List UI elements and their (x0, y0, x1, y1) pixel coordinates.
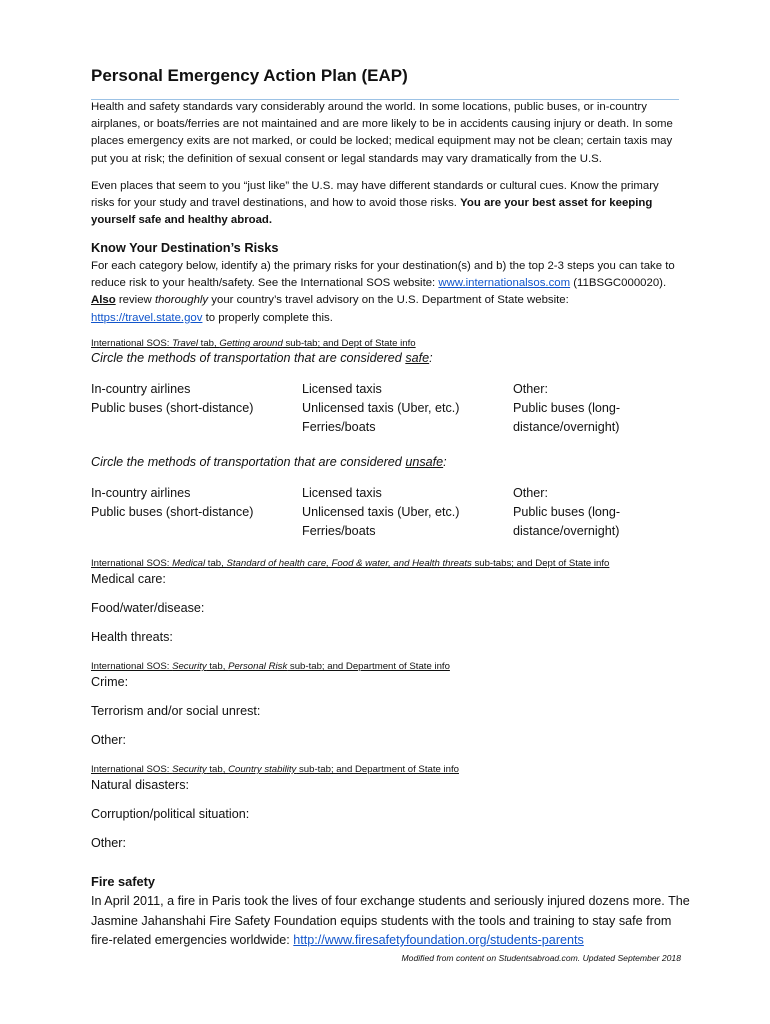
medical-source-note (91, 558, 609, 570)
option-item[interactable]: distance/overnight) (513, 420, 620, 434)
risks-text-d: your country’s travel advisory on the U.S. Department of State website: (208, 294, 569, 307)
source-subtab: Country stability (228, 764, 297, 775)
risks-text-e: to properly complete this. (202, 311, 333, 324)
source-subtab: Getting around (219, 338, 283, 349)
option-item[interactable]: Public buses (long- (513, 401, 621, 415)
terrorism-unrest-field[interactable]: Terrorism and/or social unrest: (91, 704, 261, 718)
source-subtabs: Standard of health care, Food & water, and Health threats (226, 558, 472, 569)
option-item[interactable]: Public buses (long- (513, 505, 621, 519)
source-prefix: International SOS: (91, 338, 173, 349)
source-suffix: sub-tabs; and Dept of State info (471, 558, 610, 569)
risks-text-c: review (115, 294, 155, 307)
risks-text-b: (11BSGC000020). (570, 277, 667, 290)
transport-source-note (91, 338, 416, 350)
safe-col-1 (91, 380, 253, 418)
safe-transport-prompt (91, 351, 433, 365)
stability-other-field[interactable]: Other: (91, 836, 126, 850)
unsafe-col-2 (302, 484, 459, 541)
intro-paragraph-2 (91, 178, 681, 230)
source-suffix: sub-tab; and Department of State info (287, 661, 450, 672)
option-item[interactable]: Ferries/boats (302, 524, 376, 538)
unsafe-transport-prompt (91, 455, 447, 469)
intro-p2-text: Even places that seem to you “just like” the U.S. may have different standards or cultural cues. Know the primary risks for your study and travel destinations, and how to avoid those risks. (91, 180, 659, 210)
source-tab: Medical (172, 558, 206, 569)
security-source-note (91, 661, 450, 673)
unsafe-col-3 (513, 484, 620, 541)
safe-colon: : (429, 351, 433, 365)
risks-instructions (91, 258, 681, 327)
option-item[interactable]: Other: (513, 382, 548, 396)
source-suffix: sub-tab; and Dept of State info (282, 338, 416, 349)
source-prefix: International SOS: (91, 558, 173, 569)
safe-col-3 (513, 380, 620, 437)
internationalsos-link[interactable]: www.internationalsos.com (438, 277, 571, 290)
food-water-disease-field[interactable]: Food/water/disease: (91, 601, 205, 615)
option-item[interactable]: Other: (513, 486, 548, 500)
option-item[interactable]: Licensed taxis (302, 486, 382, 500)
source-prefix: International SOS: (91, 764, 173, 775)
unsafe-colon: : (443, 455, 447, 469)
option-item[interactable]: In-country airlines (91, 486, 191, 500)
option-item[interactable]: Unlicensed taxis (Uber, etc.) (302, 505, 460, 519)
source-tab: Security (172, 764, 207, 775)
source-mid: tab, (205, 558, 227, 569)
source-tab: Security (172, 661, 207, 672)
safe-prompt-text: Circle the methods of transportation that are considered (91, 351, 406, 365)
source-tab: Travel (172, 338, 199, 349)
option-item[interactable]: Public buses (short-distance) (91, 401, 254, 415)
safe-col-2 (302, 380, 459, 437)
source-mid: tab, (198, 338, 220, 349)
unsafe-col-1 (91, 484, 253, 522)
option-item[interactable]: In-country airlines (91, 382, 191, 396)
security-other-field[interactable]: Other: (91, 733, 126, 747)
risks-thoroughly: thoroughly (154, 294, 209, 307)
fire-safety-foundation-link[interactable]: http://www.firesafetyfoundation.org/students-parents (293, 933, 584, 947)
natural-disasters-field[interactable]: Natural disasters: (91, 778, 189, 792)
travel-state-gov-link[interactable]: https://travel.state.gov (91, 311, 203, 324)
intro-paragraph-1: Health and safety standards vary considerably around the world. In some locations, public buses, or in-country airplanes, or boats/ferries are not maintained and are more likely to be in accidents causing injury or death. In some places emergency exits are not marked, or could be locked; medical equipment may not be clean; certain taxis may put you at risk; the definition of sexual consent or legal standards may vary dramatically from the U.S. (91, 101, 673, 165)
source-mid: tab, (206, 764, 229, 775)
fire-safety-heading: Fire safety (91, 874, 156, 889)
source-mid: tab, (206, 661, 229, 672)
unsafe-word: unsafe (405, 455, 444, 469)
option-item[interactable]: Public buses (short-distance) (91, 505, 254, 519)
safe-word: safe (405, 351, 430, 365)
risks-heading: Know Your Destination’s Risks (91, 240, 279, 255)
source-suffix: sub-tab; and Department of State info (296, 764, 459, 775)
unsafe-prompt-text: Circle the methods of transportation that are considered (91, 455, 406, 469)
fire-safety-text: In April 2011, a fire in Paris took the lives of four exchange students and seriously injured dozens more. The Jasmine Jahanshahi Fire Safety Foundation equips students with the tools and training to stay safe from fire-related emergencies worldwide: (91, 894, 690, 947)
intro-p2-emphasis: You are your best asset for keeping yourself safe and healthy abroad. (91, 197, 653, 227)
source-prefix: International SOS: (91, 661, 173, 672)
page-title: Personal Emergency Action Plan (EAP) (91, 66, 408, 85)
option-item[interactable]: Ferries/boats (302, 420, 376, 434)
option-item[interactable]: Licensed taxis (302, 382, 382, 396)
footer-note: Modified from content on Studentsabroad.com. Updated September 2018 (401, 953, 681, 963)
option-item[interactable]: distance/overnight) (513, 524, 620, 538)
option-item[interactable]: Unlicensed taxis (Uber, etc.) (302, 401, 460, 415)
corruption-political-field[interactable]: Corruption/political situation: (91, 807, 250, 821)
crime-field[interactable]: Crime: (91, 675, 129, 689)
medical-care-field[interactable]: Medical care: (91, 572, 166, 586)
risks-text-a: For each category below, identify a) the primary risks for your destination(s) and b) the top 2-3 steps you can take to reduce risk to your health/safety. See the International SOS website: (91, 260, 675, 290)
stability-source-note (91, 764, 459, 776)
health-threats-field[interactable]: Health threats: (91, 630, 173, 644)
fire-safety-paragraph (91, 892, 691, 951)
risks-also: Also (91, 294, 116, 307)
source-subtab: Personal Risk (228, 661, 288, 672)
